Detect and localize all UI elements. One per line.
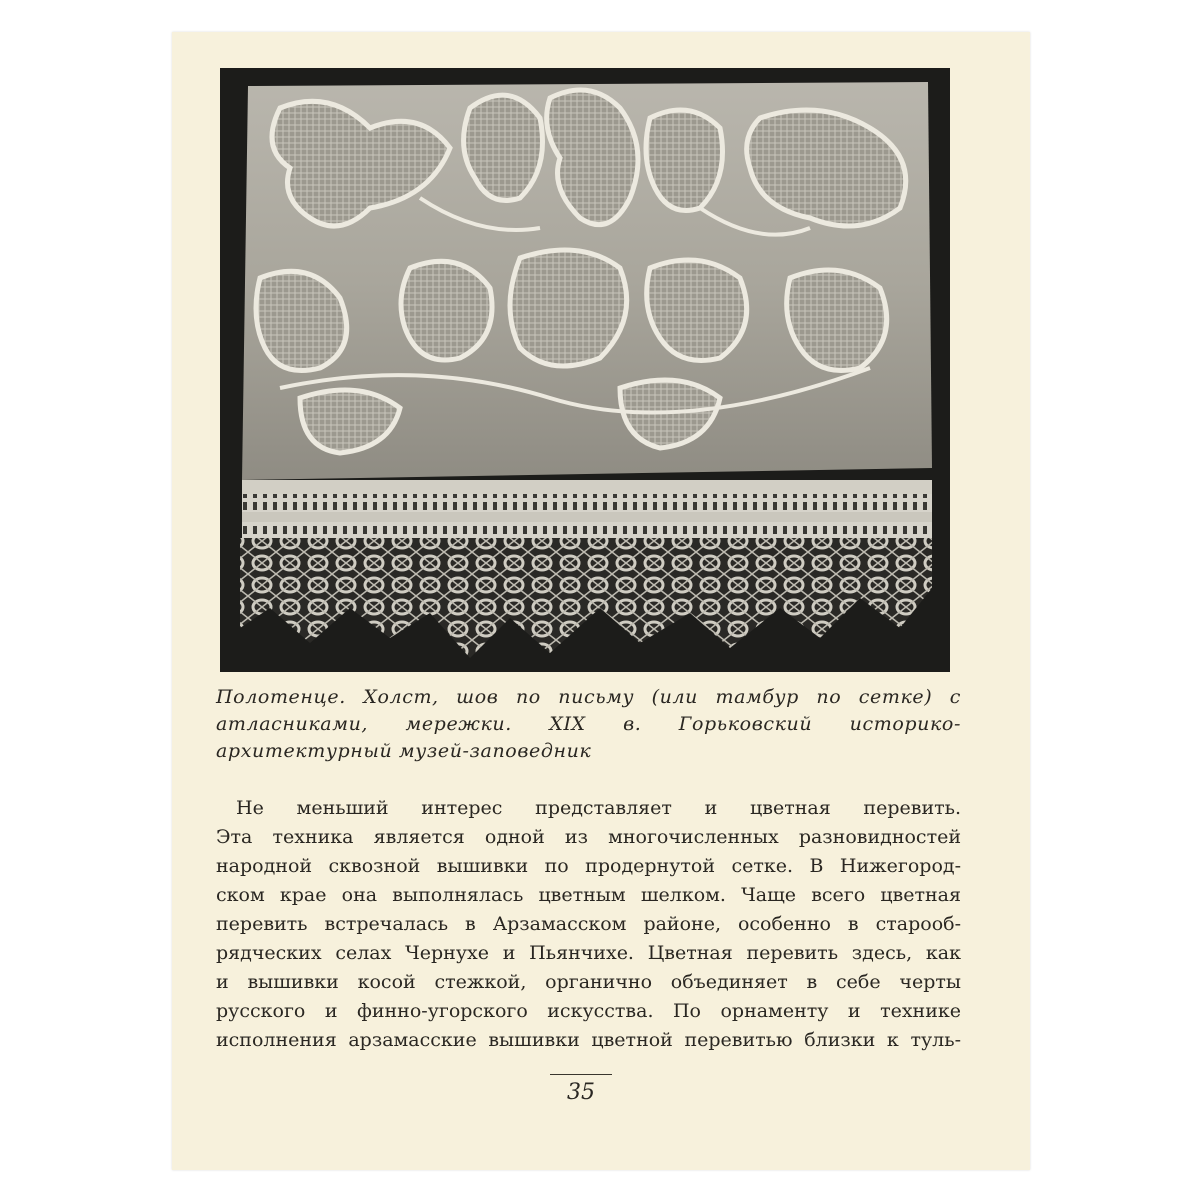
- body-line: Эта техника является одной из многочисленных разновидностей: [216, 826, 961, 848]
- openwork-band-1: [242, 494, 932, 512]
- photo-caption: Полотенце. Холст, шов по письму (или тамбур по сетке) с атласниками, мережки. XIX в. Горьковский историко-архитектурный музей-заповедник: [216, 686, 961, 762]
- body-line: исполнения арзамасские вышивки цветной перевитью близки к туль-: [216, 1029, 961, 1051]
- body-line: рядческих селах Чернухе и Пьянчихе. Цветная перевить здесь, как: [216, 942, 961, 964]
- body-line: перевить встречалась в Арзамасском районе, особенно в старооб-: [216, 913, 961, 935]
- body-line: народной сквозной вышивки по продернутой сетке. В Нижегород-: [216, 855, 961, 877]
- openwork-band-2: [242, 522, 932, 538]
- hem-band-2: [242, 512, 932, 522]
- embroidered-towel-image: [220, 68, 950, 672]
- page-number: 35: [567, 1080, 595, 1105]
- body-line: ском крае она выполнялась цветным шелком. Чаще всего цветная: [216, 884, 961, 906]
- body-paragraph: [216, 794, 961, 1055]
- book-page: [172, 32, 1030, 1170]
- towel-photograph: [220, 68, 950, 672]
- hem-band: [242, 480, 932, 494]
- footer-rule: [550, 1074, 612, 1075]
- body-line: русского и финно-угорского искусства. По орнаменту и технике: [216, 1000, 961, 1022]
- body-line: и вышивки косой стежкой, органично объединяет в себе черты: [216, 971, 961, 993]
- body-line: Не меньший интерес представляет и цветная перевить.: [236, 797, 961, 819]
